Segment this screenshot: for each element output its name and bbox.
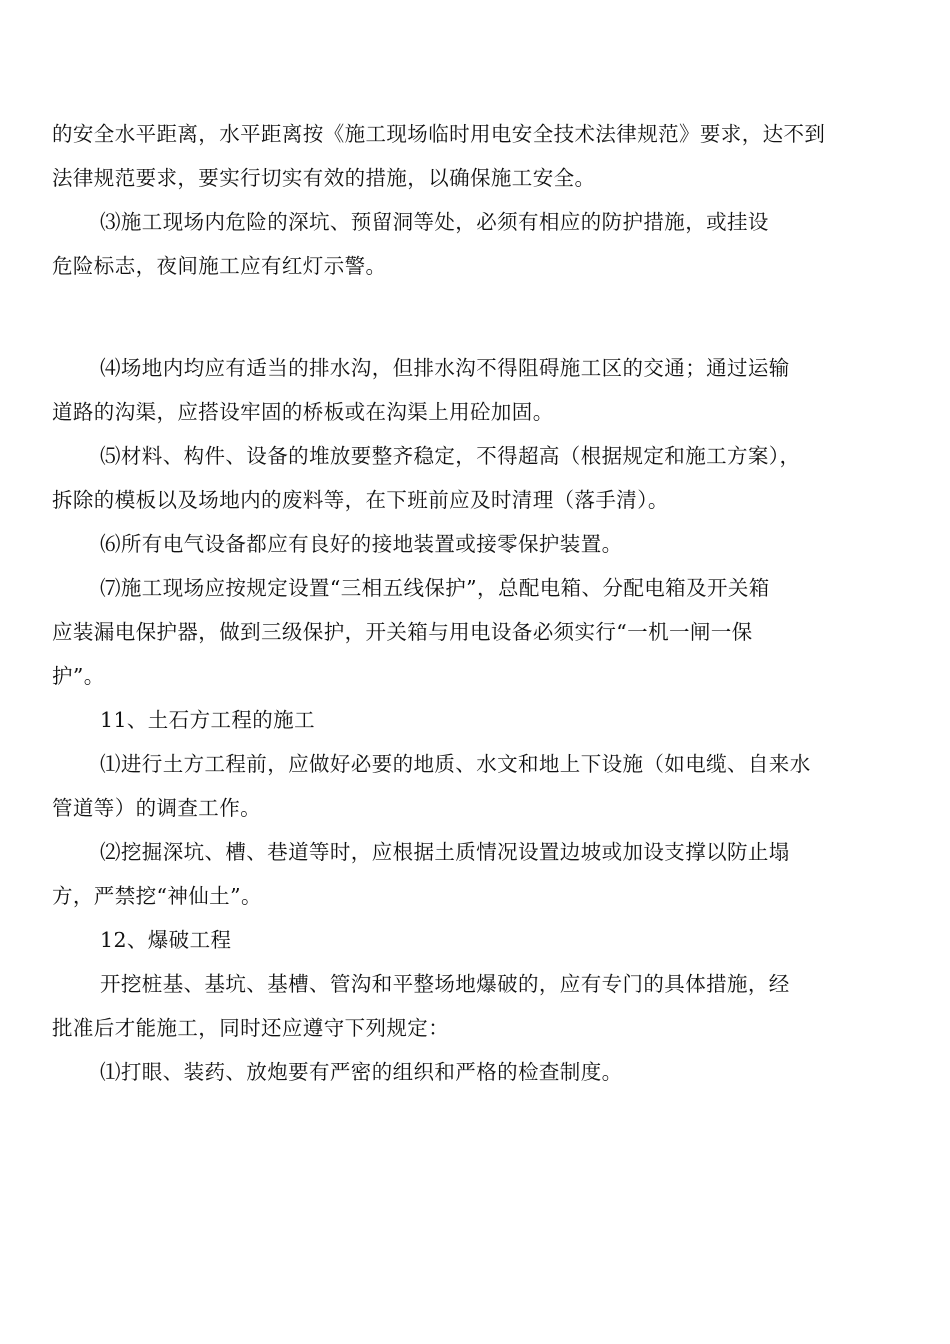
text-line: 管道等）的调查工作。 [52,796,261,820]
text-line: ⑵挖掘深坑、槽、巷道等时，应根据土质情况设置边坡或加设支撑以防止塌 [100,840,790,864]
text-line: 的安全水平距离，水平距离按《施工现场临时用电安全技术法律规范》要求，达不到 [52,122,826,146]
text-line: 护”。 [52,664,105,688]
paragraph-item-3 [52,200,898,288]
text-line: ⑴进行土方工程前，应做好必要的地质、水文和地上下设施（如电缆、自来水 [100,752,811,776]
heading-text: 11、土石方工程的施工 [100,708,315,732]
paragraph-item-5 [52,434,898,522]
paragraph-item-7 [52,566,898,698]
text-line: ⑹所有电气设备都应有良好的接地装置或接零保护装置。 [100,532,623,556]
paragraph-12-intro [52,962,898,1050]
text-line: ⑶施工现场内危险的深坑、预留洞等处，必须有相应的防护措施，或挂设 [100,210,769,234]
heading-text: 12、爆破工程 [100,928,232,952]
paragraph-11-2 [52,830,898,918]
section-heading-11 [52,698,898,742]
paragraph-item-4 [52,346,898,434]
text-line: ⑸材料、构件、设备的堆放要整齐稳定，不得超高（根据规定和施工方案）， [100,444,801,468]
text-line: ⑷场地内均应有适当的排水沟，但排水沟不得阻碍施工区的交通；通过运输 [100,356,790,380]
text-line: 道路的沟渠，应搭设牢固的桥板或在沟渠上用砼加固。 [52,400,554,424]
paragraph-11-1 [52,742,898,830]
paragraph-12-1 [52,1050,898,1094]
document-page [52,112,898,1094]
text-line: 法律规范要求，要实行切实有效的措施，以确保施工安全。 [52,166,596,190]
text-line: 开挖桩基、基坑、基槽、管沟和平整场地爆破的，应有专门的具体措施，经 [100,972,790,996]
text-line: ⑴打眼、装药、放炮要有严密的组织和严格的检查制度。 [100,1060,623,1084]
text-line: 危险标志，夜间施工应有红灯示警。 [52,254,387,278]
text-line: 批准后才能施工，同时还应遵守下列规定： [52,1016,450,1040]
text-line: 应装漏电保护器，做到三级保护，开关箱与用电设备必须实行“一机一闸一保 [52,620,753,644]
text-line: 方，严禁挖“神仙土”。 [52,884,262,908]
paragraph-item-6 [52,522,898,566]
paragraph-continued [52,112,898,200]
text-line: ⑺施工现场应按规定设置“三相五线保护”，总配电箱、分配电箱及开关箱 [100,576,770,600]
section-heading-12 [52,918,898,962]
text-line: 拆除的模板以及场地内的废料等，在下班前应及时清理（落手清）。 [52,488,669,512]
